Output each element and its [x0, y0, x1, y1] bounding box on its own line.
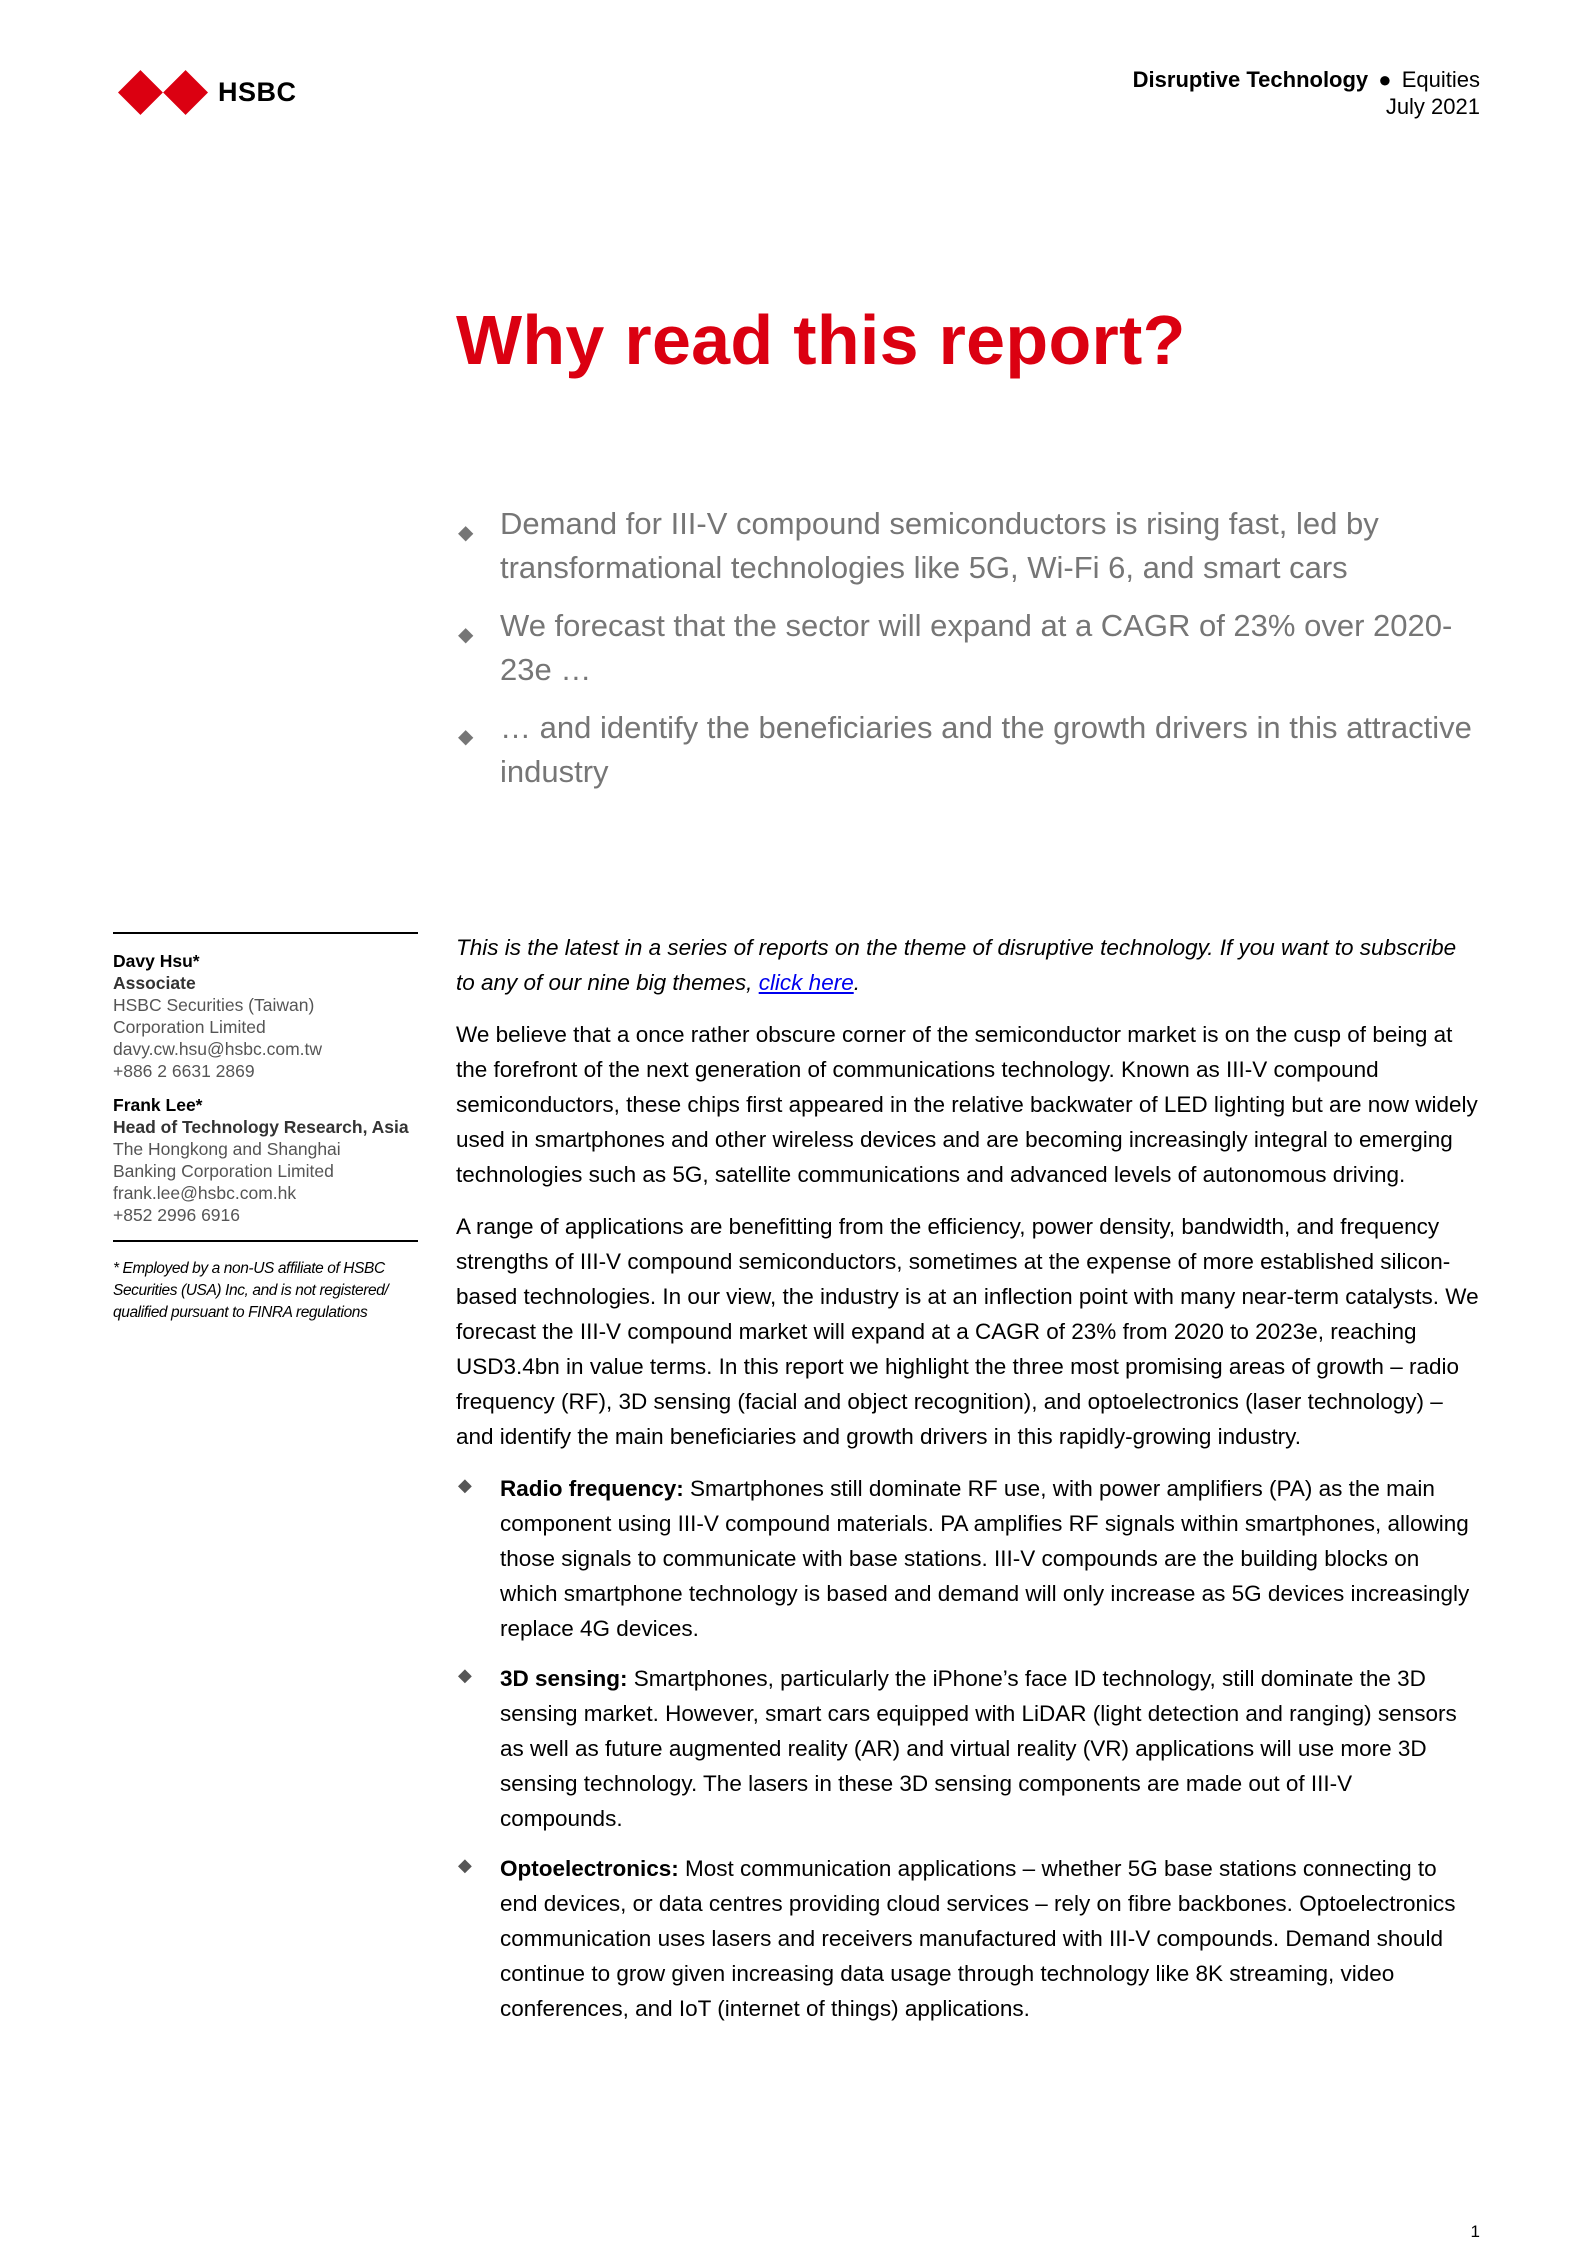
growth-area-term: Optoelectronics:: [500, 1856, 679, 1881]
analyst-disclaimer: * Employed by a non-US affiliate of HSBC Securities (USA) Inc, and is not registered/ qualified pursuant to FINRA regulations: [113, 1240, 418, 1324]
page-title: Why read this report?: [456, 301, 1186, 379]
analyst-phone: +852 2996 6916: [113, 1205, 241, 1225]
analyst-card: [113, 950, 418, 1082]
key-point: [456, 706, 1486, 794]
key-points-list: [456, 502, 1486, 808]
report-series: Disruptive Technology: [1132, 67, 1369, 92]
diamond-bullet-icon: ◆: [458, 1855, 472, 1875]
key-point-text: Demand for III-V compound semiconductors is rising fast, led by transformational technologies like 5G, Wi-Fi 6, and smart cars: [500, 506, 1379, 585]
header-separator: ●: [1378, 67, 1392, 92]
diamond-bullet-icon: ◆: [458, 624, 474, 646]
analyst-company: The Hongkong and Shanghai: [113, 1139, 341, 1159]
key-point: [456, 502, 1486, 590]
body-paragraph: A range of applications are benefitting from the efficiency, power density, bandwidth, and frequency strengths of III-V compound semiconductors, sometimes at the expense of more established silicon-based technologies. In our view, the industry is at an inflection point with many near-term catalysts. We forecast the III-V compound market will expand at a CAGR of 23% from 2020 to 2023e, reaching USD3.4bn in value terms. In this report we highlight the three most promising areas of growth – radio frequency (RF), 3D sensing (facial and object recognition), and optoelectronics (laser technology) – and identify the main beneficiaries and growth drivers in this rapidly-growing industry.: [456, 1214, 1479, 1449]
intro-text: This is the latest in a series of reports on the theme of disruptive technology. If you want to subscribe to any of our nine big themes,: [456, 935, 1457, 995]
hsbc-logo: [118, 70, 297, 115]
hsbc-hexagon-icon: [118, 70, 208, 115]
analyst-card: [113, 1094, 418, 1226]
growth-area-text: Smartphones, particularly the iPhone’s face ID technology, still dominate the 3D sensing market. However, smart cars equipped with LiDAR (light detection and ranging) sensors as well as future augmented reality (AR) and virtual reality (VR) applications will use more 3D sensing technology. The lasers in these 3D sensing components are made out of III-V compounds.: [500, 1666, 1457, 1831]
analyst-company: HSBC Securities (Taiwan): [113, 995, 315, 1015]
growth-area-item: [456, 1471, 1480, 1646]
report-series-line: [1133, 66, 1480, 93]
analyst-role: Associate: [113, 973, 196, 993]
analyst-email[interactable]: frank.lee@hsbc.com.hk: [113, 1183, 297, 1203]
report-header: [1133, 66, 1480, 120]
logo-wordmark: HSBC: [218, 77, 297, 107]
analyst-email[interactable]: davy.cw.hsu@hsbc.com.tw: [113, 1039, 323, 1059]
analyst-company: Corporation Limited: [113, 1017, 266, 1037]
diamond-bullet-icon: ◆: [458, 1475, 472, 1495]
intro-end: .: [853, 970, 860, 995]
growth-area-term: 3D sensing:: [500, 1666, 628, 1691]
key-point-text: … and identify the beneficiaries and the growth drivers in this attractive industry: [500, 710, 1472, 789]
analyst-phone: +886 2 6631 2869: [113, 1061, 255, 1081]
analyst-name: Frank Lee*: [113, 1095, 203, 1115]
report-date: July 2021: [1385, 94, 1480, 119]
analyst-sidebar: [113, 932, 418, 1324]
key-point-text: We forecast that the sector will expand at a CAGR of 23% over 2020-23e …: [500, 608, 1453, 687]
growth-area-text: Smartphones still dominate RF use, with power amplifiers (PA) as the main component using III-V compound materials. PA amplifies RF signals within smartphones, allowing those signals to communicate with base stations. III-V compounds are the building blocks on which smartphone technology is based and demand will only increase as 5G devices increasingly replace 4G devices.: [500, 1476, 1470, 1641]
diamond-bullet-icon: ◆: [458, 726, 474, 748]
report-category: Equities: [1401, 67, 1480, 92]
analyst-name: Davy Hsu*: [113, 951, 200, 971]
key-point: [456, 604, 1486, 692]
subscribe-link[interactable]: click here: [758, 970, 854, 995]
diamond-bullet-icon: ◆: [458, 522, 474, 544]
page-number: 1: [1470, 2222, 1480, 2241]
body-paragraph: We believe that a once rather obscure corner of the semiconductor market is on the cusp of being at the forefront of the next generation of communications technology. Known as III-V compound semiconductors, these chips first appeared in the relative backwater of LED lighting but are now widely used in smartphones and other wireless devices and are becoming increasingly integral to emerging technologies such as 5G, satellite communications and advanced levels of autonomous driving.: [456, 1022, 1478, 1187]
growth-area-term: Radio frequency:: [500, 1476, 684, 1501]
analyst-role: Head of Technology Research, Asia: [113, 1117, 409, 1137]
analyst-company: Banking Corporation Limited: [113, 1161, 334, 1181]
growth-areas-list: [456, 1471, 1480, 2026]
report-body: [456, 930, 1480, 2041]
growth-area-item: [456, 1851, 1480, 2026]
intro-paragraph: [456, 930, 1480, 1000]
growth-area-item: [456, 1661, 1480, 1836]
diamond-bullet-icon: ◆: [458, 1665, 472, 1685]
growth-area-text: Most communication applications – whether 5G base stations connecting to end devices, or data centres providing cloud services – rely on fibre backbones. Optoelectronics communication uses lasers and receivers manufactured with III-V compounds. Demand should continue to grow given increasing data usage through technology like 8K streaming, video conferences, and IoT (internet of things) applications.: [500, 1856, 1456, 2021]
